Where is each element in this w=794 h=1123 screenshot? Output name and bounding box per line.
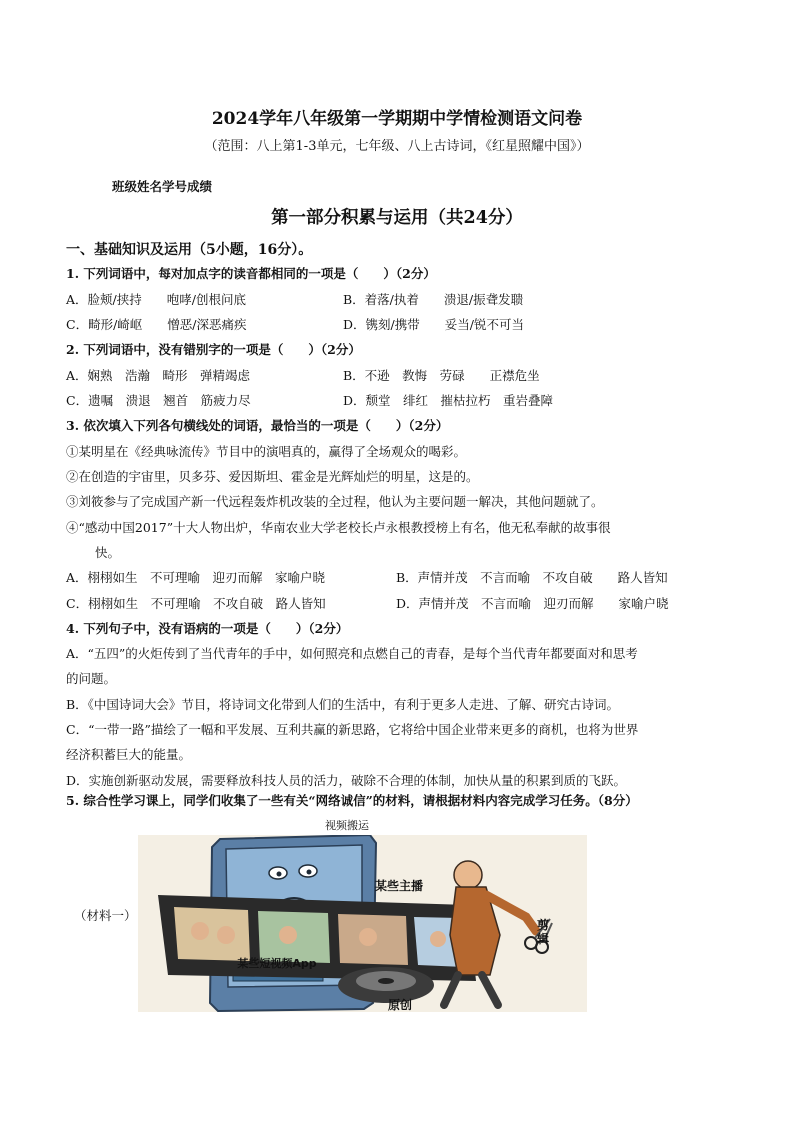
material-label: （材料一）	[74, 908, 137, 923]
question-2-option-c: C．遗嘱 溃退 翘首 筋疲力尽	[66, 393, 251, 408]
question-4-option-b: B．《中国诗词大会》节目，将诗词文化带到人们的生活中，有利于更多人走进、了解、研究古诗词。	[66, 697, 619, 712]
cartoon-illustration	[138, 835, 587, 1012]
question-1-option-b: B．着落/执着 溃退/振聋发聩	[343, 292, 524, 307]
cartoon-caption-host: 某些主播	[375, 879, 424, 893]
question-1-option-c: C．畸形/崎岖 憎恶/深恶痛疾	[66, 317, 247, 332]
question-3-sentence-3: ③刘筱参与了完成国产新一代远程轰炸机改装的全过程，他认为主要问题一解决，其他问题就了。	[66, 494, 604, 509]
exam-title: 2024学年八年级第一学期期中学情检测语文问卷	[211, 109, 583, 129]
section-heading: 一、基础知识及运用（5小题，16分）。	[66, 242, 313, 258]
question-1-stem: 1. 下列词语中，每对加点字的读音都相同的一项是（ ）（2分）	[66, 266, 436, 281]
question-4-option-a-cont: 的问题。	[66, 671, 117, 686]
student-info-line: 班级姓名学号成绩	[112, 179, 213, 194]
part-heading: 第一部分积累与运用（共24分）	[271, 208, 523, 228]
question-3-option-d: D．声情并茂 不言而喻 迎刃而解 家喻户晓	[396, 596, 669, 611]
question-2-option-b: B．不逊 教悔 劳碌 正襟危坐	[343, 368, 540, 383]
exam-scope: （范围：八上第1-3单元，七年级、八上古诗词，《红星照耀中国》）	[204, 139, 590, 154]
question-3-sentence-1: ①某明星在《经典咏流传》节目中的演唱真的，赢得了全场观众的喝彩。	[66, 444, 467, 459]
cartoon-caption-clip: 剪辑	[537, 918, 550, 946]
question-4-stem: 4. 下列句子中，没有语病的一项是（ ）（2分）	[66, 621, 349, 636]
question-3-stem: 3. 依次填入下列各句横线处的词语，最恰当的一项是（ ）（2分）	[66, 418, 449, 433]
film-reel-icon	[338, 967, 434, 1003]
question-2-option-a: A．娴熟 浩瀚 畸形 弹精竭虑	[66, 368, 251, 383]
cartoon-caption-top: 视频搬运	[325, 819, 369, 832]
question-1-option-a: A．脸颊/挟持 咆哮/创根问底	[66, 292, 246, 307]
cartoon-caption-app: 某些短视频App	[237, 957, 317, 970]
question-4-option-d: D．实施创新驱动发展，需要释放科技人员的活力，破除不合理的体制，加快从量的积累到质的飞跃。	[66, 773, 627, 788]
question-3-option-b: B．声情并茂 不言而喻 不攻自破 路人皆知	[396, 570, 668, 585]
question-3-option-a: A．栩栩如生 不可理喻 迎刃而解 家喻户晓	[66, 570, 326, 585]
question-3-option-c: C．栩栩如生 不可理喻 不攻自破 路人皆知	[66, 596, 326, 611]
question-4-option-c-cont: 经济积蓄巨大的能量。	[66, 747, 192, 762]
question-2-stem: 2. 下列词语中，没有错别字的一项是（ ）（2分）	[66, 342, 361, 357]
question-3-sentence-4: ④“感动中国2017”十大人物出炉，华南农业大学老校长卢永根教授榜上有名，他无私奉献的故事很	[66, 520, 611, 535]
question-4-option-a: A．“五四”的火炬传到了当代青年的手中，如何照亮和点燃自己的青春，是每个当代青年都要面对和思考	[66, 646, 638, 661]
cartoon-caption-original: 原创	[388, 998, 413, 1012]
question-3-sentence-4-cont: 快。	[95, 545, 121, 560]
question-1-option-d: D．镌刻/携带 妥当/锐不可当	[343, 317, 524, 332]
question-2-option-d: D．颓堂 绯红 摧枯拉朽 重岩叠障	[343, 393, 554, 408]
question-4-option-c: C．“一带一路”描绘了一幅和平发展、互利共赢的新思路，它将给中国企业带来更多的商机，也将为世界	[66, 722, 639, 737]
question-5-stem: 5. 综合性学习课上，同学们收集了一些有关“网络诚信”的材料，请根据材料内容完成学习任务。（8分）	[66, 793, 638, 808]
question-3-sentence-2: ②在创造的宇宙里，贝多芬、爱因斯坦、霍金是光辉灿烂的明星，这是的。	[66, 469, 479, 484]
